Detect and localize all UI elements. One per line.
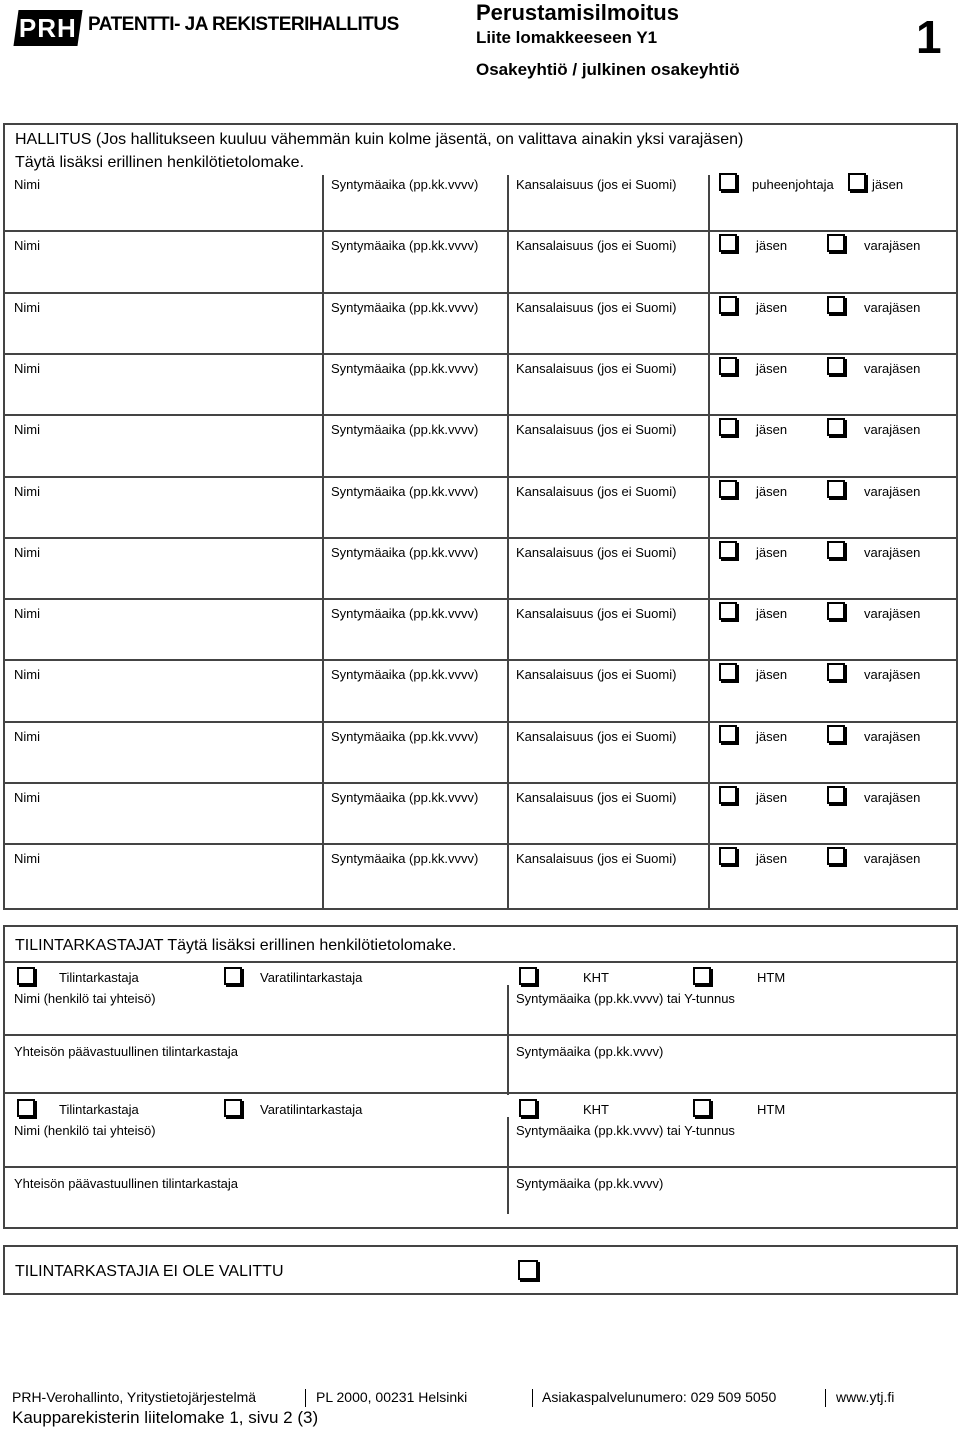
name-label: Nimi: [14, 299, 40, 315]
member-checkbox[interactable]: [719, 357, 737, 375]
role-option-label: jäsen: [756, 360, 788, 376]
footer-separator: [305, 1389, 306, 1407]
row-divider: [5, 230, 956, 232]
member-checkbox[interactable]: [719, 541, 737, 559]
auditor-name-label: Nimi (henkilö tai yhteisö): [14, 1123, 156, 1138]
page-number: 1: [916, 11, 942, 63]
role-option-label: jäsen: [756, 483, 788, 499]
auditor-type-label: HTM: [757, 1102, 786, 1117]
member-checkbox[interactable]: [719, 725, 737, 743]
no-auditors-label: TILINTARKASTAJIA EI OLE VALITTU: [15, 1263, 284, 1280]
name-label: Nimi: [14, 544, 40, 560]
auditor-type-label: Varatilintarkastaja: [260, 970, 363, 985]
no-auditors-checkbox[interactable]: [518, 1260, 538, 1280]
name-label: Nimi: [14, 606, 40, 622]
auditors-title: TILINTARKASTAJAT Täytä lisäksi erillinen henkilötietolomake.: [15, 937, 457, 954]
birth-date-label: Syntymäaika (pp.kk.vvvv): [331, 851, 479, 867]
member-checkbox[interactable]: [719, 418, 737, 436]
row-divider: [5, 659, 956, 661]
member-checkbox[interactable]: [719, 847, 737, 865]
prh-logo: [13, 10, 82, 46]
name-label: Nimi: [14, 360, 40, 376]
auditor-birth-or-id-label: Syntymäaika (pp.kk.vvvv) tai Y-tunnus: [516, 991, 735, 1006]
deputy-checkbox[interactable]: [827, 786, 845, 804]
auditor-name-label: Nimi (henkilö tai yhteisö): [14, 991, 156, 1006]
citizenship-label: Kansalaisuus (jos ei Suomi): [516, 851, 677, 867]
footer-separator: [825, 1389, 826, 1407]
board-section: [3, 123, 958, 910]
deputy-checkbox[interactable]: [827, 480, 845, 498]
citizenship-label: Kansalaisuus (jos ei Suomi): [516, 360, 677, 376]
birth-date-label: Syntymäaika (pp.kk.vvvv): [331, 667, 479, 683]
divider: [5, 1092, 956, 1094]
role-option-label: varajäsen: [864, 667, 921, 683]
auditor-type-label: Tilintarkastaja: [59, 1102, 139, 1117]
form-subtitle: Liite lomakkeeseen Y1: [476, 28, 658, 47]
member-checkbox[interactable]: [719, 480, 737, 498]
name-label: Nimi: [14, 177, 40, 192]
role-option-label: jäsen: [872, 177, 904, 192]
row-divider: [5, 292, 956, 294]
member-checkbox[interactable]: [719, 296, 737, 314]
deputy-checkbox[interactable]: [827, 418, 845, 436]
row-divider: [5, 414, 956, 416]
role-option-label: jäsen: [756, 667, 788, 683]
name-label: Nimi: [14, 483, 40, 499]
role-option-label: jäsen: [756, 299, 788, 315]
divider: [5, 961, 956, 963]
board-subtitle: Täytä lisäksi erillinen henkilötietolomake.: [15, 154, 305, 171]
birth-date-label: Syntymäaika (pp.kk.vvvv): [331, 422, 479, 438]
board-title: HALLITUS (Jos hallitukseen kuuluu vähemmän kuin kolme jäsentä, on valittava ainakin yksi varajäsen): [15, 131, 744, 148]
role-option-label: jäsen: [756, 851, 788, 867]
row-divider: [5, 782, 956, 784]
auditor-type-checkbox[interactable]: [519, 967, 537, 985]
org-name: PATENTTI- JA REKISTERIHALLITUS: [88, 14, 399, 35]
deputy-checkbox[interactable]: [827, 847, 845, 865]
name-label: Nimi: [14, 667, 40, 683]
name-label: Nimi: [14, 422, 40, 438]
column-divider: [507, 175, 509, 908]
member-checkbox[interactable]: [719, 234, 737, 252]
member-checkbox[interactable]: [719, 602, 737, 620]
citizenship-label: Kansalaisuus (jos ei Suomi): [516, 177, 677, 192]
footer-phone: Asiakaspalvelunumero: 029 509 5050: [542, 1389, 777, 1405]
auditor-type-checkbox[interactable]: [224, 967, 242, 985]
role-option-label: jäsen: [756, 790, 788, 805]
auditor-type-checkbox[interactable]: [693, 1099, 711, 1117]
row-divider: [5, 537, 956, 539]
role-option-label: varajäsen: [864, 728, 921, 744]
name-label: Nimi: [14, 790, 40, 805]
auditor-type-label: HTM: [757, 970, 786, 985]
citizenship-label: Kansalaisuus (jos ei Suomi): [516, 238, 677, 254]
citizenship-label: Kansalaisuus (jos ei Suomi): [516, 667, 677, 683]
role-option-label: jäsen: [756, 544, 788, 560]
column-divider: [708, 175, 710, 908]
name-label: Nimi: [14, 238, 40, 254]
role-option-label: varajäsen: [864, 483, 921, 499]
auditors-section: [3, 925, 958, 1229]
birth-date-label: Syntymäaika (pp.kk.vvvv): [331, 238, 479, 254]
birth-date-label: Syntymäaika (pp.kk.vvvv): [331, 299, 479, 315]
no-auditors-section: [3, 1245, 958, 1295]
role-option-label: jäsen: [756, 728, 788, 744]
birth-date-label: Syntymäaika (pp.kk.vvvv): [331, 790, 479, 805]
member-checkbox[interactable]: [719, 663, 737, 681]
deputy-checkbox[interactable]: [827, 296, 845, 314]
auditor-type-checkbox[interactable]: [519, 1099, 537, 1117]
row-divider: [5, 598, 956, 600]
auditor-type-label: Varatilintarkastaja: [260, 1102, 363, 1117]
role-option-label: jäsen: [756, 422, 788, 438]
auditor-type-checkbox[interactable]: [17, 967, 35, 985]
role-option-label: varajäsen: [864, 238, 921, 254]
divider: [5, 1034, 956, 1036]
name-label: Nimi: [14, 728, 40, 744]
row-divider: [5, 476, 956, 478]
footer-separator: [532, 1389, 533, 1407]
chairman-checkbox[interactable]: [719, 173, 737, 191]
role-option-label: varajäsen: [864, 790, 921, 805]
role-option-label: puheenjohtaja: [752, 177, 834, 192]
citizenship-label: Kansalaisuus (jos ei Suomi): [516, 606, 677, 622]
citizenship-label: Kansalaisuus (jos ei Suomi): [516, 483, 677, 499]
principal-auditor-label: Yhteisön päävastuullinen tilintarkastaja: [14, 1176, 239, 1191]
role-option-label: varajäsen: [864, 851, 921, 867]
citizenship-label: Kansalaisuus (jos ei Suomi): [516, 790, 677, 805]
column-divider: [507, 985, 509, 1095]
deputy-checkbox[interactable]: [827, 541, 845, 559]
member-checkbox[interactable]: [719, 786, 737, 804]
company-type: Osakeyhtiö / julkinen osakeyhtiö: [476, 60, 740, 79]
role-option-label: jäsen: [756, 238, 788, 254]
footer-web: www.ytj.fi: [836, 1389, 895, 1405]
birth-date-label: Syntymäaika (pp.kk.vvvv): [331, 606, 479, 622]
row-divider: [5, 721, 956, 723]
role-option-label: varajäsen: [864, 299, 921, 315]
deputy-checkbox[interactable]: [827, 357, 845, 375]
citizenship-label: Kansalaisuus (jos ei Suomi): [516, 422, 677, 438]
footer-page-info: Kaupparekisterin liitelomake 1, sivu 2 (3): [12, 1408, 319, 1427]
divider: [5, 1166, 956, 1168]
role-option-label: jäsen: [756, 606, 788, 622]
footer-address: PL 2000, 00231 Helsinki: [316, 1389, 468, 1405]
citizenship-label: Kansalaisuus (jos ei Suomi): [516, 728, 677, 744]
citizenship-label: Kansalaisuus (jos ei Suomi): [516, 544, 677, 560]
row-divider: [5, 843, 956, 845]
auditor-type-label: Tilintarkastaja: [59, 970, 139, 985]
principal-birth-label: Syntymäaika (pp.kk.vvvv): [516, 1044, 664, 1059]
auditor-type-checkbox[interactable]: [693, 967, 711, 985]
column-divider: [322, 175, 324, 908]
citizenship-label: Kansalaisuus (jos ei Suomi): [516, 299, 677, 315]
principal-birth-label: Syntymäaika (pp.kk.vvvv): [516, 1176, 664, 1191]
birth-date-label: Syntymäaika (pp.kk.vvvv): [331, 177, 479, 192]
birth-date-label: Syntymäaika (pp.kk.vvvv): [331, 544, 479, 560]
auditor-type-label: KHT: [583, 970, 609, 985]
auditor-type-checkbox[interactable]: [224, 1099, 242, 1117]
role-option-label: varajäsen: [864, 422, 921, 438]
birth-date-label: Syntymäaika (pp.kk.vvvv): [331, 360, 479, 376]
footer-org: PRH-Verohallinto, Yritystietojärjestelmä: [12, 1389, 257, 1405]
deputy-checkbox[interactable]: [827, 725, 845, 743]
principal-auditor-label: Yhteisön päävastuullinen tilintarkastaja: [14, 1044, 239, 1059]
deputy-checkbox[interactable]: [827, 602, 845, 620]
form-title: Perustamisilmoitus: [476, 0, 679, 25]
auditor-type-checkbox[interactable]: [17, 1099, 35, 1117]
row-divider: [5, 353, 956, 355]
role-option-label: varajäsen: [864, 544, 921, 560]
deputy-checkbox[interactable]: [827, 663, 845, 681]
deputy-checkbox[interactable]: [827, 234, 845, 252]
birth-date-label: Syntymäaika (pp.kk.vvvv): [331, 728, 479, 744]
role-option-label: varajäsen: [864, 360, 921, 376]
column-divider: [507, 1117, 509, 1214]
member-checkbox[interactable]: [848, 173, 866, 191]
birth-date-label: Syntymäaika (pp.kk.vvvv): [331, 483, 479, 499]
logo-text: PRH: [19, 12, 77, 43]
auditor-type-label: KHT: [583, 1102, 609, 1117]
role-option-label: varajäsen: [864, 606, 921, 622]
auditor-birth-or-id-label: Syntymäaika (pp.kk.vvvv) tai Y-tunnus: [516, 1123, 735, 1138]
name-label: Nimi: [14, 851, 40, 867]
